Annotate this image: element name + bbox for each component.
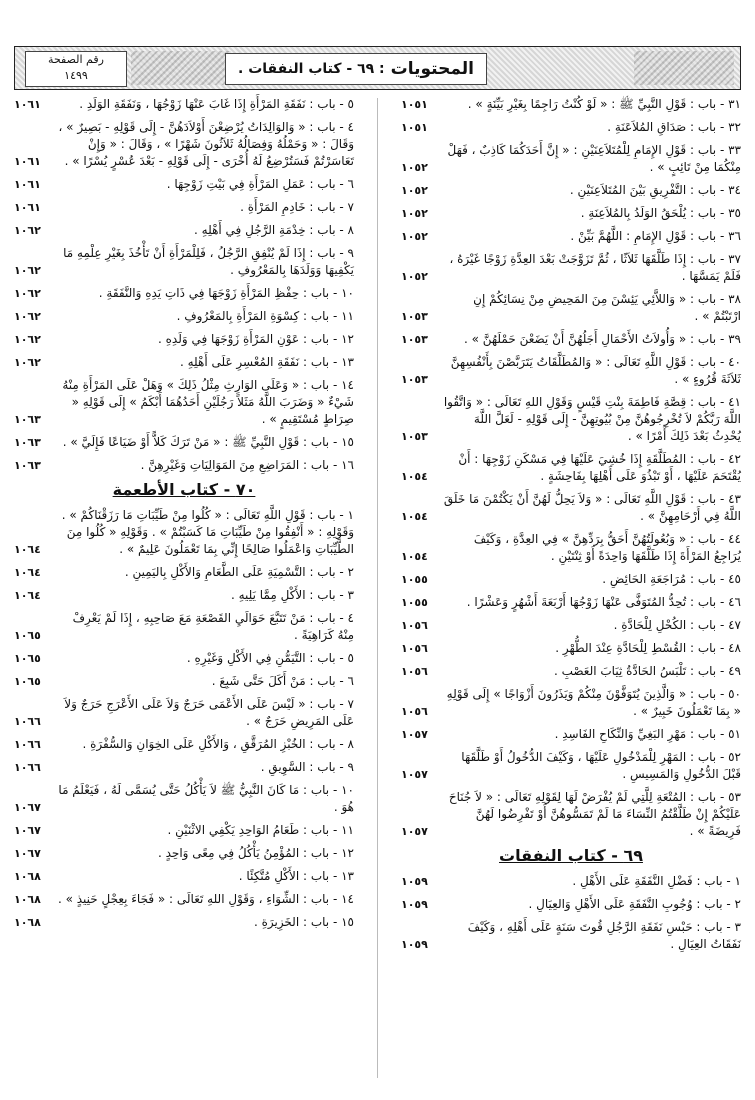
column-divider [377, 98, 378, 1078]
toc-entry-title: ٤٨ - باب : القُسْطِ لِلْحَادَّةِ عِنْدَ الطُّهْرِ . [555, 641, 741, 655]
toc-entry-page: ١٠٦٥ [14, 675, 41, 688]
toc-entry [14, 759, 354, 776]
toc-entry [401, 640, 741, 657]
toc-entry [401, 96, 741, 113]
toc-entry [401, 205, 741, 222]
toc-entry [14, 587, 354, 604]
toc-entry-title: ١١ - باب : كِسْوَةِ المَرْأَةِ بِالمَعْرُوفِ . [176, 309, 354, 323]
toc-entry [14, 736, 354, 753]
toc-entry-title: ٣٤ - باب : التَّفْرِيقِ بَيْنَ المُتَلاَعِنَيْنِ . [569, 183, 741, 197]
toc-entry-page: ١٠٥٢ [401, 207, 428, 220]
toc-entry-title: ٤ - باب : مَنْ تَتَبَّعَ حَوَالَيِ القَصْعَةِ مَعَ صَاحِبِهِ ، إِذَا لَمْ يَعْرِفْ مِنْهُ كَرَاهِيَةً . [72, 611, 354, 642]
toc-entry-page: ١٠٦٧ [14, 847, 41, 860]
toc-entry-page: ١٠٥١ [401, 121, 428, 134]
toc-entry [14, 564, 354, 581]
toc-entry [401, 251, 741, 285]
toc-entry-page: ١٠٥٧ [401, 768, 428, 781]
toc-entry-title: ٣٢ - باب : صَدَاقِ المُلاَعَنَةِ . [607, 120, 741, 134]
toc-entry-title: ٢ - باب : وُجُوبِ النَّفَقَةِ عَلَى الأَهْلِ وَالعِيَالِ . [528, 897, 741, 911]
toc-entry [14, 285, 354, 302]
toc-entry-title: ١٢ - باب : المُؤْمِنُ يَأْكُلُ فِي مِعًى وَاحِدٍ . [158, 846, 354, 860]
toc-entry [401, 228, 741, 245]
toc-entry-page: ١٠٥٣ [401, 310, 428, 323]
toc-entry-page: ١٠٦٨ [14, 916, 41, 929]
toc-entry-page: ١٠٥٢ [401, 270, 428, 283]
toc-entry-page: ١٠٥٢ [401, 161, 428, 174]
toc-entry [401, 331, 741, 348]
header-title-main: المحتويات [390, 59, 474, 79]
toc-entry-page: ١٠٦٤ [14, 543, 41, 556]
toc-entry-page: ١٠٥٤ [401, 510, 428, 523]
toc-entry-page: ١٠٦٢ [14, 264, 41, 277]
toc-entry [14, 377, 354, 428]
toc-entry [14, 96, 354, 113]
toc-entry [14, 354, 354, 371]
toc-entry-page: ١٠٥٥ [401, 596, 428, 609]
ornament-right [634, 51, 734, 85]
toc-entry-page: ١٠٥٣ [401, 430, 428, 443]
section-heading: ٧٠ - كتاب الأطعمة [112, 480, 256, 499]
header-title-sub: : ٦٩ - كتاب النفقات . [238, 61, 385, 77]
toc-entry-title: ٥٣ - باب : المُتْعَةِ لِلَّتِي لَمْ يُفْرَضْ لَهَا لِقَوْلِهِ تَعَالَى : « لاَ جُنَاحَ عَلَيْكُمْ إِنْ طَلَّقْتُمُ النِّسَاءَ مَا لَمْ تَمَسُّوهُنَّ أَوْ تَفْرِضُوا لَهُنَّ فَرِيضَةً » . [448, 790, 741, 838]
toc-entry-page: ١٠٦٢ [14, 333, 41, 346]
toc-entry [14, 331, 354, 348]
toc-entry [14, 822, 354, 839]
toc-entry-page: ١٠٥٦ [401, 665, 428, 678]
toc-entry-page: ١٠٦٥ [14, 629, 41, 642]
toc-entry-title: ٧ - باب : « لَيْسَ عَلَى الأَعْمَى حَرَجٌ وَلاَ عَلَى الأَعْرَجِ حَرَجٌ وَلاَ عَلَى المَرِيضِ حَرَجٌ » . [64, 697, 354, 728]
toc-entry-title: ٢ - باب : التَّسْمِيَةِ عَلَى الطَّعَامِ وَالأَكْلِ بِاليَمِينِ . [124, 565, 354, 579]
toc-entry-page: ١٠٥١ [401, 98, 428, 111]
toc-entry [401, 354, 741, 388]
toc-entry-title: ١٠ - باب : مَا كَانَ النَّبِيُّ ﷺ لاَ يَأْكُلُ حَتَّى يُسَمَّى لَهُ ، فَيَعْلَمُ مَا هُوَ . [58, 783, 354, 814]
toc-entry-title: ٩ - باب : إِذَا لَمْ يُنْفِقِ الرَّجُلُ ، فَلِلْمَرْأَةِ أَنْ تَأْخُذَ بِغَيْرِ عِلْمِهِ مَا يَكْفِيهَا وَوَلَدَهَا بِالمَعْرُوفِ . [63, 246, 354, 277]
toc-entry [14, 650, 354, 667]
toc-entry-title: ٣٥ - باب : يُلْحَقُ الوَلَدُ بِالمُلاَعِنَةِ . [580, 206, 741, 220]
toc-entry-title: ٨ - باب : الخُبْزِ المُرَقَّقِ ، وَالأَكْلِ عَلَى الخِوَانِ وَالسُّفْرَةِ . [82, 737, 354, 751]
toc-entry [401, 451, 741, 485]
toc-entry-page: ١٠٦٦ [14, 738, 41, 751]
toc-entry-title: ٤٢ - باب : المُطَلَّقَةِ إِذَا خُشِيَ عَلَيْهَا فِي مَسْكَنِ زَوْجِهَا : أَنْ يُقْتَحَمَ عَلَيْهَا ، أَوْ تَبْذُوَ عَلَى أَهْلِهَا بِفَاحِشَةٍ . [458, 452, 741, 483]
toc-entry-page: ١٠٦١ [14, 178, 41, 191]
ornament-left [131, 51, 231, 85]
toc-entry-page: ١٠٦٢ [14, 310, 41, 323]
toc-entry-title: ١٢ - باب : عَوْنِ المَرْأَةِ زَوْجَهَا فِي وَلَدِهِ . [157, 332, 354, 346]
toc-entry [401, 291, 741, 325]
toc-entry [401, 142, 741, 176]
toc-entry-title: ٥ - باب : نَفَقَةِ المَرْأَةِ إِذَا غَابَ عَنْهَا زَوْجُهَا ، وَنَفَقَةِ الوَلَدِ . [79, 97, 354, 111]
toc-entry [401, 491, 741, 525]
section-heading: ٦٩ - كتاب النفقات [499, 846, 643, 865]
toc-entry [14, 176, 354, 193]
toc-entry [401, 663, 741, 680]
page-frame [14, 46, 741, 1090]
toc-entry-title: ٦ - باب : مَنْ أَكَلَ حَتَّى شَبِعَ . [211, 674, 354, 688]
toc-entry-page: ١٠٦٢ [14, 287, 41, 300]
toc-entry [401, 182, 741, 199]
toc-entry [14, 610, 354, 644]
header-title [225, 53, 487, 85]
toc-entry-page: ١٠٦٣ [14, 436, 41, 449]
toc-entry [14, 891, 354, 908]
toc-entry-title: ٦ - باب : عَمَلِ المَرْأَةِ فِي بَيْتِ زَوْجِهَا . [166, 177, 354, 191]
toc-entry-title: ٥٠ - باب : « وَالَّذِينَ يُتَوَفَّوْنَ مِنْكُمْ وَيَذَرُونَ أَزْوَاجًا » إِلَى قَوْلِهِ « بِمَا تَعْمَلُونَ خَبِيرٌ » . [446, 687, 741, 718]
toc-entry-page: ١٠٦١ [14, 201, 41, 214]
toc-entry-page: ١٠٦٦ [14, 715, 41, 728]
toc-entry-page: ١٠٥٦ [401, 642, 428, 655]
toc-entry [14, 914, 354, 931]
toc-entry-page: ١٠٦٣ [14, 459, 41, 472]
page-header [14, 46, 741, 90]
toc-entry-title: ٤١ - باب : قِصَّةِ فَاطِمَةَ بِنْتِ قَيْسٍ وَقَوْلِ اللهِ تَعَالَى : « وَاتَّقُوا اللَّهَ رَبَّكُمْ لاَ تُخْرِجُوهُنَّ مِنْ بُيُوتِهِنَّ - إِلَى قَوْلِهِ - لَعَلَّ اللَّهَ يُحْدِثُ بَعْدَ ذَلِكَ أَمْرًا » . [443, 395, 741, 443]
toc-entry-title: ٣٩ - باب : « وَأُولاَتُ الأَحْمَالِ أَجَلُهُنَّ أَنْ يَضَعْنَ حَمْلَهُنَّ » . [463, 332, 741, 346]
toc-entry-title: ٤٤ - باب : « وَبُعُولَتُهُنَّ أَحَقُّ بِرَدِّهِنَّ » فِي العِدَّةِ ، وَكَيْفَ يُرَاجِعُ المَرْأَةَ إِذَا طَلَّقَهَا وَاحِدَةً أَوْ ثِنْتَيْنِ . [473, 532, 741, 563]
toc-entry [401, 394, 741, 445]
toc-entry [401, 789, 741, 840]
toc-entry [14, 845, 354, 862]
toc-entry-page: ١٠٦٧ [14, 824, 41, 837]
toc-entry-title: ٣٨ - باب : « وَاللاَّئِي يَئِسْنَ مِنَ المَحِيضِ مِنْ نِسَائِكُمْ إِنِ ارْتَبْتُمْ » . [473, 292, 741, 323]
toc-entry-page: ١٠٥٩ [401, 875, 428, 888]
toc-entry-title: ٤٧ - باب : الكُحْلِ لِلْحَادَّةِ . [613, 618, 741, 632]
toc-entry-title: ٤ - باب : « وَالوَالِدَاتُ يُرْضِعْنَ أَوْلاَدَهُنَّ - إِلَى قَوْلِهِ - بَصِيرٌ » ، وَقَالَ : « وَحَمْلُهُ وَفِصَالُهُ ثَلاَثُونَ شَهْرًا » ، وَقَالَ : « وَإِنْ تَعَاسَرْتُمْ فَسَتُرْضِعُ لَهُ أُخْرَى - إِلَى قَوْلِهِ - بَعْدَ عُسْرٍ يُسْرًا » . [58, 120, 354, 168]
toc-entry [401, 531, 741, 565]
toc-entry [14, 199, 354, 216]
toc-entry-title: ٨ - باب : خِدْمَةِ الرَّجُلِ فِي أَهْلِهِ . [194, 223, 354, 237]
toc-entry-title: ٣٦ - باب : قَوْلِ الإِمَامِ : اللَّهُمَّ بَيِّنْ . [570, 229, 741, 243]
toc-entry-page: ١٠٥٢ [401, 230, 428, 243]
toc-entry-title: ٤٩ - باب : تَلْبَسُ الحَادَّةُ ثِيَابَ العَصْبِ . [553, 664, 741, 678]
right-column [401, 96, 741, 1086]
toc-entry [401, 571, 741, 588]
toc-entry [14, 245, 354, 279]
toc-entry-page: ١٠٥٥ [401, 573, 428, 586]
toc-entry-page: ١٠٦٨ [14, 893, 41, 906]
toc-entry-page: ١٠٦٢ [14, 224, 41, 237]
toc-entry-page: ١٠٥٣ [401, 373, 428, 386]
toc-entry-title: ٥١ - باب : مَهْرِ البَغِيِّ وَالنِّكَاحِ الفَاسِدِ . [554, 727, 741, 741]
toc-entry-page: ١٠٦٣ [14, 413, 41, 426]
toc-entry [401, 726, 741, 743]
toc-entry-title: ١٠ - باب : حِفْظِ المَرْأَةِ زَوْجَهَا فِي ذَاتِ يَدِهِ وَالنَّفَقَةِ . [98, 286, 354, 300]
toc-entry-title: ٥٢ - باب : المَهْرِ لِلْمَدْخُولِ عَلَيْهَا ، وَكَيْفَ الدُّخُولُ أَوْ طَلَّقَهَا قَبْلَ الدُّخُولِ وَالمَسِيسِ . [461, 750, 741, 781]
toc-entry-title: ١٣ - باب : الأَكْلِ مُتَّكِئًا . [238, 869, 354, 883]
toc-entry-page: ١٠٥٦ [401, 619, 428, 632]
toc-entry [14, 868, 354, 885]
toc-entry-page: ١٠٥٢ [401, 184, 428, 197]
toc-entry-page: ١٠٦٤ [14, 589, 41, 602]
toc-entry [14, 782, 354, 816]
toc-entry-page: ١٠٦٧ [14, 801, 41, 814]
toc-entry-title: ١ - باب : فَضْلِ النَّفَقَةِ عَلَى الأَهْلِ . [572, 874, 741, 888]
toc-entry [14, 696, 354, 730]
toc-entry-page: ١٠٥٧ [401, 825, 428, 838]
toc-entry-page: ١٠٥٩ [401, 898, 428, 911]
toc-entry-title: ٣٧ - باب : إِذَا طَلَّقَهَا ثَلاَثًا ، ثُمَّ تَزَوَّجَتْ بَعْدَ العِدَّةِ زَوْجًا غَيْرَهُ ، فَلَمْ يَمَسَّهَا . [449, 252, 741, 283]
toc-entry [14, 308, 354, 325]
toc-entry [14, 457, 354, 474]
toc-entry-title: ١٥ - باب : الخَزِيرَةِ . [253, 915, 354, 929]
toc-entry-title: ٣٣ - باب : قَوْلِ الإِمَامِ لِلْمُتَلاَعِنَيْنِ : « إِنَّ أَحَدَكُمَا كَاذِبٌ ، فَهَلْ مِنْكُمَا مِنْ تَائِبٍ » . [447, 143, 741, 174]
toc-entry [401, 686, 741, 720]
toc-entry [14, 434, 354, 451]
toc-entry-title: ١١ - باب : طَعَامُ الوَاحِدِ يَكْفِي الاثْنَيْنِ . [167, 823, 354, 837]
toc-entry [401, 873, 741, 890]
toc-entry-title: ١٦ - باب : المَرَاضِعِ مِنَ المَوَالِيَاتِ وَغَيْرِهِنَّ . [140, 458, 354, 472]
toc-entry-page: ١٠٦٤ [14, 566, 41, 579]
toc-entry-title: ٣ - باب : الأَكْلِ مِمَّا يَلِيهِ . [230, 588, 354, 602]
left-column [14, 96, 354, 1086]
toc-entry [401, 119, 741, 136]
toc-entry [14, 222, 354, 239]
toc-entry-page: ١٠٦١ [14, 155, 41, 168]
toc-entry-page: ١٠٥٤ [401, 470, 428, 483]
page-number-box [25, 51, 127, 87]
toc-entry-title: ٤٠ - باب : قَوْلِ اللَّهِ تَعَالَى : « وَالمُطَلَّقَاتُ يَتَرَبَّصْنَ بِأَنْفُسِهِنَّ ثَلاَثَةَ قُرُوءٍ » . [450, 355, 741, 386]
toc-entry-title: ٤٦ - باب : تُحِدُّ المُتَوَفَّى عَنْهَا زَوْجُهَا أَرْبَعَةَ أَشْهُرٍ وَعَشْرًا . [466, 595, 741, 609]
toc-entry-title: ٥ - باب : التَّيَمُّنِ فِي الأَكْلِ وَغَيْرِهِ . [186, 651, 354, 665]
toc-entry-title: ٣١ - باب : قَوْلِ النَّبِيِّ ﷺ : « لَوْ كُنْتُ رَاجِمًا بِغَيْرِ بَيِّنَةٍ » . [467, 97, 741, 111]
toc-entry-title: ٣ - باب : حَبْسِ نَفَقَةِ الرَّجُلِ قُوتَ سَنَةٍ عَلَى أَهْلِهِ ، وَكَيْفَ نَفَقَاتُ العِيَالِ . [467, 920, 741, 951]
toc-entry [401, 749, 741, 783]
toc-entry [401, 617, 741, 634]
toc-entry-title: ١٤ - باب : « وَعَلَى الوَارِثِ مِثْلُ ذَلِكَ » وَهَلْ عَلَى المَرْأَةِ مِنْهُ شَيْءٌ « وَضَرَبَ اللَّهُ مَثَلاً رَجُلَيْنِ أَحَدُهُمَا أَبْكَمُ » إِلَى قَوْلِهِ « صِرَاطٍ مُسْتَقِيمٍ » . [62, 378, 354, 426]
toc-entry-title: ١٥ - باب : قَوْلِ النَّبِيِّ ﷺ : « مَنْ تَرَكَ كَلاًّ أَوْ ضَيَاعًا فَإِلَيَّ » . [62, 435, 354, 449]
page-number-label: رقم الصفحة [48, 53, 104, 66]
toc-entry-title: ٤٥ - باب : مُرَاجَعَةِ الحَائِضِ . [602, 572, 741, 586]
toc-entry-page: ١٠٥٤ [401, 550, 428, 563]
toc-entry-page: ١٠٥٣ [401, 333, 428, 346]
toc-entry [401, 896, 741, 913]
toc-entry-page: ١٠٦٢ [14, 356, 41, 369]
page-number: ١٤٩٩ [64, 69, 88, 82]
toc-entry-page: ١٠٦٥ [14, 652, 41, 665]
toc-entry-title: ١٤ - باب : الشِّوَاءِ ، وَقَوْلِ اللهِ تَعَالَى : « فَجَاءَ بِعِجْلٍ حَنِيذٍ » . [57, 892, 354, 906]
toc-entry-title: ٧ - باب : خَادِمِ المَرْأَةِ . [240, 200, 354, 214]
toc-entry [401, 919, 741, 953]
toc-entry-page: ١٠٦٨ [14, 870, 41, 883]
toc-entry-page: ١٠٦٦ [14, 761, 41, 774]
toc-entry-title: ٤٣ - باب : قَوْلِ اللَّهِ تَعَالَى : « وَلاَ يَحِلُّ لَهُنَّ أَنْ يَكْتُمْنَ مَا خَلَقَ اللَّهُ فِي أَرْحَامِهِنَّ » . [443, 492, 741, 523]
toc-entry [401, 594, 741, 611]
toc-entry-title: ١٣ - باب : نَفَقَةِ المُعْسِرِ عَلَى أَهْلِهِ . [179, 355, 354, 369]
toc-entry [14, 673, 354, 690]
toc-entry-title: ٩ - باب : السَّوِيقِ . [260, 760, 354, 774]
toc-entry-page: ١٠٥٦ [401, 705, 428, 718]
toc-entry-page: ١٠٥٩ [401, 938, 428, 951]
toc-entry [14, 119, 354, 170]
toc-entry-page: ١٠٥٧ [401, 728, 428, 741]
toc-entry-title: ١ - باب : قَوْلِ اللَّهِ تَعَالَى : « كُلُوا مِنْ طَيِّبَاتِ مَا رَزَقْنَاكُمْ » . وَقَوْلِهِ : « أَنْفِقُوا مِنْ طَيِّبَاتِ مَا كَسَبْتُمْ » . وَقَوْلِهِ « كُلُوا مِنَ الطَّيِّبَاتِ وَاعْمَلُوا صَالِحًا إِنِّي بِمَا تَعْمَلُونَ عَلِيمٌ » . [61, 508, 354, 556]
toc-entry-page: ١٠٦١ [14, 98, 41, 111]
toc-entry [14, 507, 354, 558]
